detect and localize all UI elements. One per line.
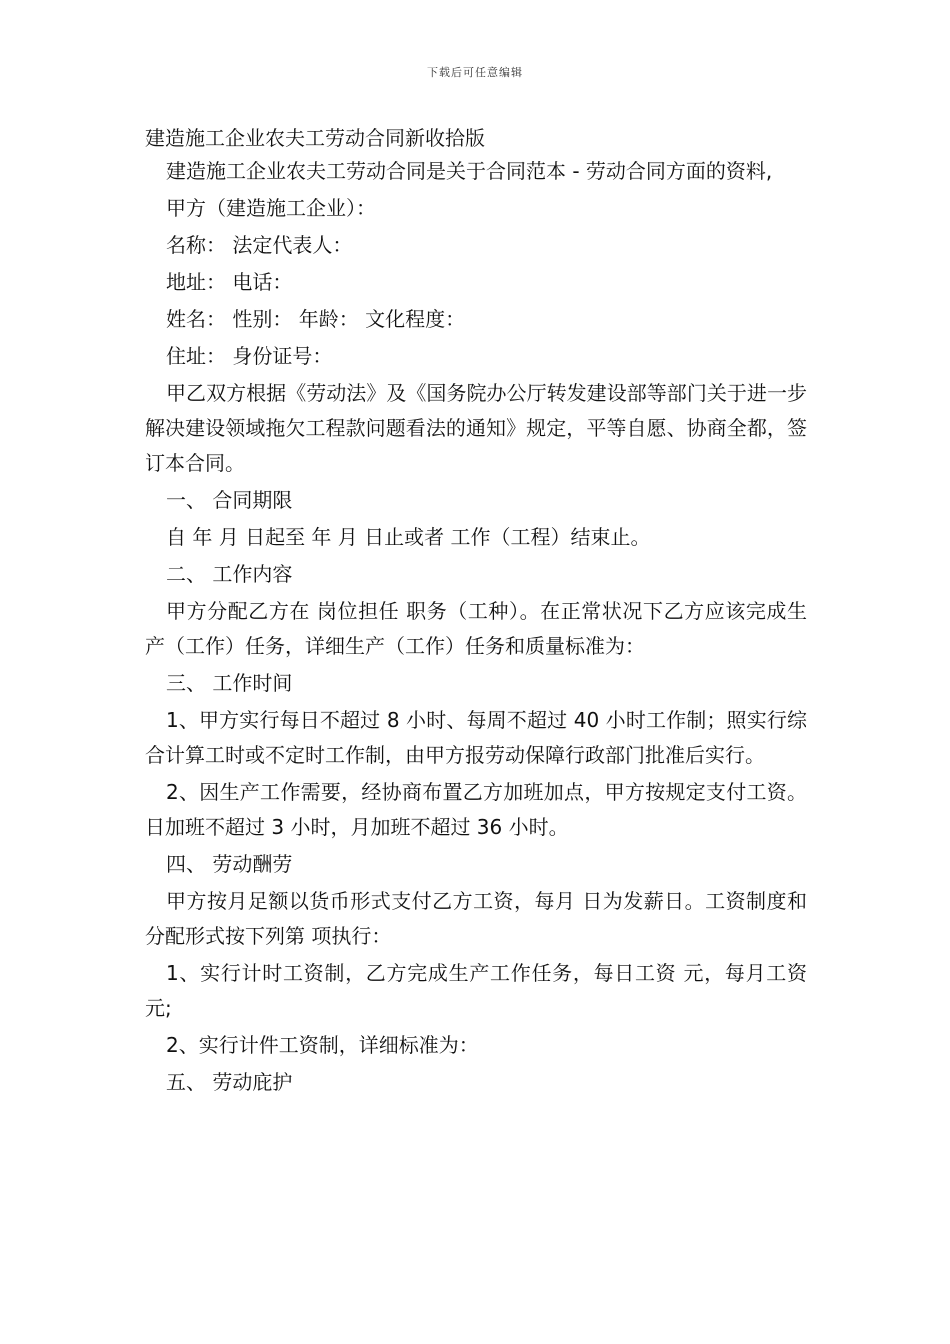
section-heading-work-time: 三、 工作时间 (166, 671, 293, 695)
agreement-basis-paragraph: 甲乙双方根据《劳动法》及《国务院办公厅转发建设部等部门关于进一步解决建设领域拖欠工程款问题看法的通知》规定，平等自愿、协商全都，签订本合同。 (145, 381, 807, 475)
remuneration-paragraph: 甲方按月足额以货币形式支付乙方工资，每月 日为发薪日。工资制度和分配形式按下列第 项执行： (145, 889, 807, 948)
name-representative-line: 名称： 法定代表人： (166, 233, 353, 257)
section-heading-remuneration: 四、 劳动酬劳 (166, 852, 293, 876)
work-time-item-2: 2、因生产工作需要，经协商布置乙方加班加点，甲方按规定支付工资。日加班不超过 3 小时，月加班不超过 36 小时。 (145, 780, 807, 839)
section-heading-contract-term: 一、 合同期限 (166, 488, 293, 512)
work-content-paragraph: 甲方分配乙方在 岗位担任 职务（工种）。在正常状况下乙方应该完成生产（工作）任务，详细生产（工作）任务和质量标准为： (145, 599, 807, 658)
personal-info-line: 姓名： 性别： 年龄： 文化程度： (166, 307, 466, 331)
contract-term-paragraph: 自 年 月 日起至 年 月 日止或者 工作（工程）结束止。 (166, 525, 651, 549)
document-body (145, 154, 807, 1102)
remuneration-item-1: 1、实行计时工资制，乙方完成生产工作任务，每日工资 元，每月工资 元; (145, 961, 807, 1020)
work-time-item-1: 1、甲方实行每日不超过 8 小时、每周不超过 40 小时工作制；照实行综合计算工时或不定时工作制，由甲方报劳动保障行政部门批准后实行。 (145, 708, 807, 767)
section-heading-work-content: 二、 工作内容 (166, 562, 293, 586)
remuneration-item-2: 2、实行计件工资制，详细标准为： (166, 1033, 479, 1057)
residence-id-line: 住址： 身份证号： (166, 344, 333, 368)
page-header: 下载后可任意编辑 (427, 66, 523, 79)
section-heading-labor-protection: 五、 劳动庇护 (166, 1070, 293, 1094)
document-title: 建造施工企业农夫工劳动合同新收拾版 (145, 126, 485, 150)
address-phone-line: 地址： 电话： (166, 270, 293, 294)
party-a-heading: 甲方（建造施工企业）： (166, 196, 376, 220)
intro-paragraph: 建造施工企业农夫工劳动合同是关于合同范本 - 劳动合同方面的资料, (166, 159, 773, 183)
